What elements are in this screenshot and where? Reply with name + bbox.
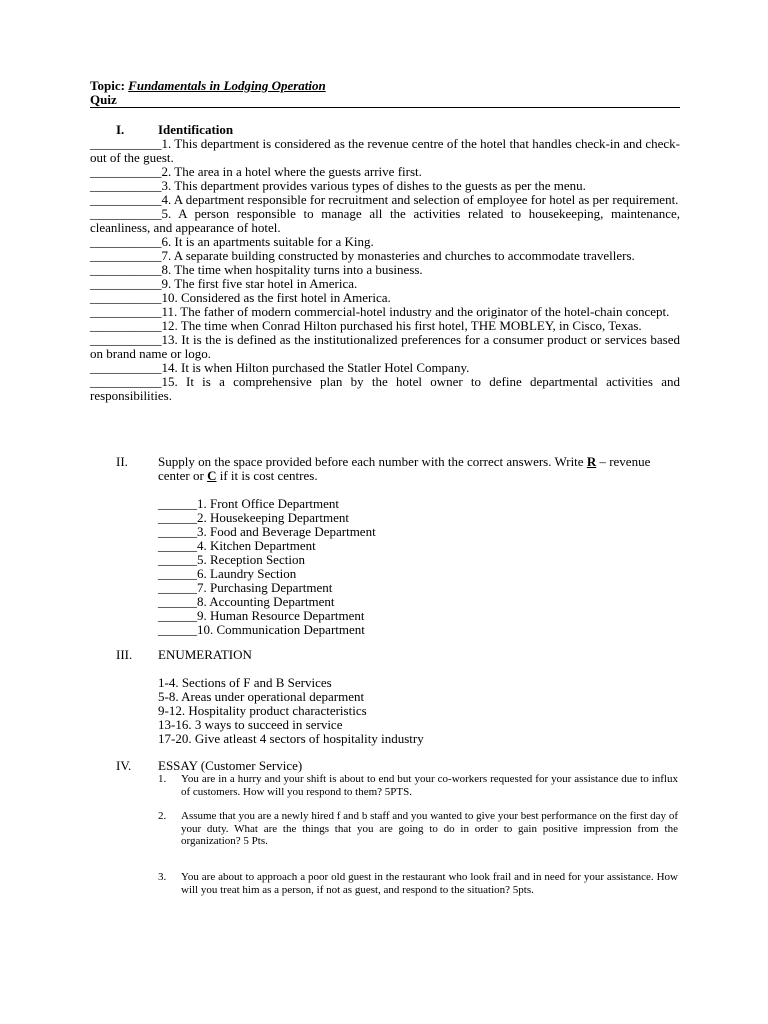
question-number: 3. [158,871,167,883]
section-title: ESSAY (Customer Service) [158,758,303,773]
topic-line [90,79,680,93]
topic-title: Fundamentals in Lodging Operation [128,78,326,93]
section-title: Identification [158,122,234,137]
list-item: ______2. Housekeeping Department [158,510,349,525]
question-text: You are in a hurry and your shift is about to end but your co-workers requested for your assistance due to influx of customers. How will you respond to them? 5PTS. [181,773,678,798]
question-number: 1. [158,773,167,785]
list-item: ______7. Purchasing Department [158,580,333,595]
header-divider [90,107,680,108]
list-item: ______8. Accounting Department [158,594,335,609]
list-item: 1-4. Sections of F and B Services [158,675,332,690]
question-item: ___________14. It is when Hilton purchased the Statler Hotel Company. [90,360,470,375]
list-item: 13-16. 3 ways to succeed in service [158,717,343,732]
section-number: II. [116,454,128,469]
document-header [90,79,680,107]
question-item: ___________13. It is the is defined as the institutionalized preferences for a consumer product or services based on brand name or logo. [90,332,680,361]
question-item: ___________2. The area in a hotel where the guests arrive first. [90,164,422,179]
identification-list [90,137,680,403]
list-item: 9-12. Hospitality product characteristics [158,703,367,718]
question-item: ___________10. Considered as the first hotel in America. [90,290,391,305]
department-list [158,497,680,637]
question-item: ___________12. The time when Conrad Hilton purchased his first hotel, THE MOBLEY, in Cisco, Texas. [90,318,642,333]
question-item: ___________4. A department responsible for recruitment and selection of employee for hotel as per requirement. [90,192,679,207]
list-item: ______5. Reception Section [158,552,305,567]
essay-question-list [158,773,680,913]
section-number: IV. [116,758,132,773]
list-item: 17-20. Give atleast 4 sectors of hospitality industry [158,731,424,746]
list-item: ______10. Communication Department [158,622,365,637]
question-text: Assume that you are a newly hired f and b staff and you wanted to give your best performance on the first day of your duty. What are the things that you are going to do in order to gain positive impression from the organization? 5 Pts. [181,810,678,847]
question-item: ___________11. The father of modern commercial-hotel industry and the originator of the hotel-chain concept. [90,304,670,319]
quiz-label: Quiz [90,92,117,107]
section-body [158,455,680,637]
question-item: ___________5. A person responsible to manage all the activities related to housekeeping, maintenance, cleanliness, and appearance of hotel. [90,206,680,235]
section-title: ENUMERATION [158,647,252,662]
section-number: I. [116,122,125,137]
instruction-text: if it is cost centres. [216,468,318,483]
section-number: III. [116,647,133,662]
question-item: ___________3. This department provides various types of dishes to the guests as per the menu. [90,178,586,193]
question-item: ___________15. It is a comprehensive plan by the hotel owner to define departmental activities and responsibilities. [90,374,680,403]
section-body [158,759,680,773]
question-text: You are about to approach a poor old guest in the restaurant who look frail and in need for your assistance. How will you treat him as a person, if not as guest, and respond to the situation? 5pts. [181,871,678,896]
section-identification-heading [90,123,680,137]
question-item: ___________9. The first five star hotel in America. [90,276,358,291]
section-instruction [158,455,680,483]
revenue-code: R [586,454,597,469]
instruction-text: Supply on the space provided before each number with the correct answers. Write [158,454,587,469]
topic-label: Topic: [90,78,129,93]
list-item: 5-8. Areas under operational deparment [158,689,365,704]
instruction-text: – revenue center or [158,454,651,483]
section-body [158,648,680,746]
question-item: ___________8. The time when hospitality turns into a business. [90,262,423,277]
list-item: ______1. Front Office Department [158,496,339,511]
list-item: ______6. Laundry Section [158,566,297,581]
cost-code: C [207,468,217,483]
question-item: ___________6. It is an apartments suitable for a King. [90,234,374,249]
question-item: ___________1. This department is considered as the revenue centre of the hotel that handles check-in and check-out of the guest. [90,136,680,165]
list-item: ______4. Kitchen Department [158,538,316,553]
enumeration-list [158,676,680,746]
list-item: ______9. Human Resource Department [158,608,365,623]
question-item: ___________7. A separate building constructed by monasteries and churches to accommodate travellers. [90,248,635,263]
question-number: 2. [158,810,167,822]
list-item: ______3. Food and Beverage Department [158,524,376,539]
